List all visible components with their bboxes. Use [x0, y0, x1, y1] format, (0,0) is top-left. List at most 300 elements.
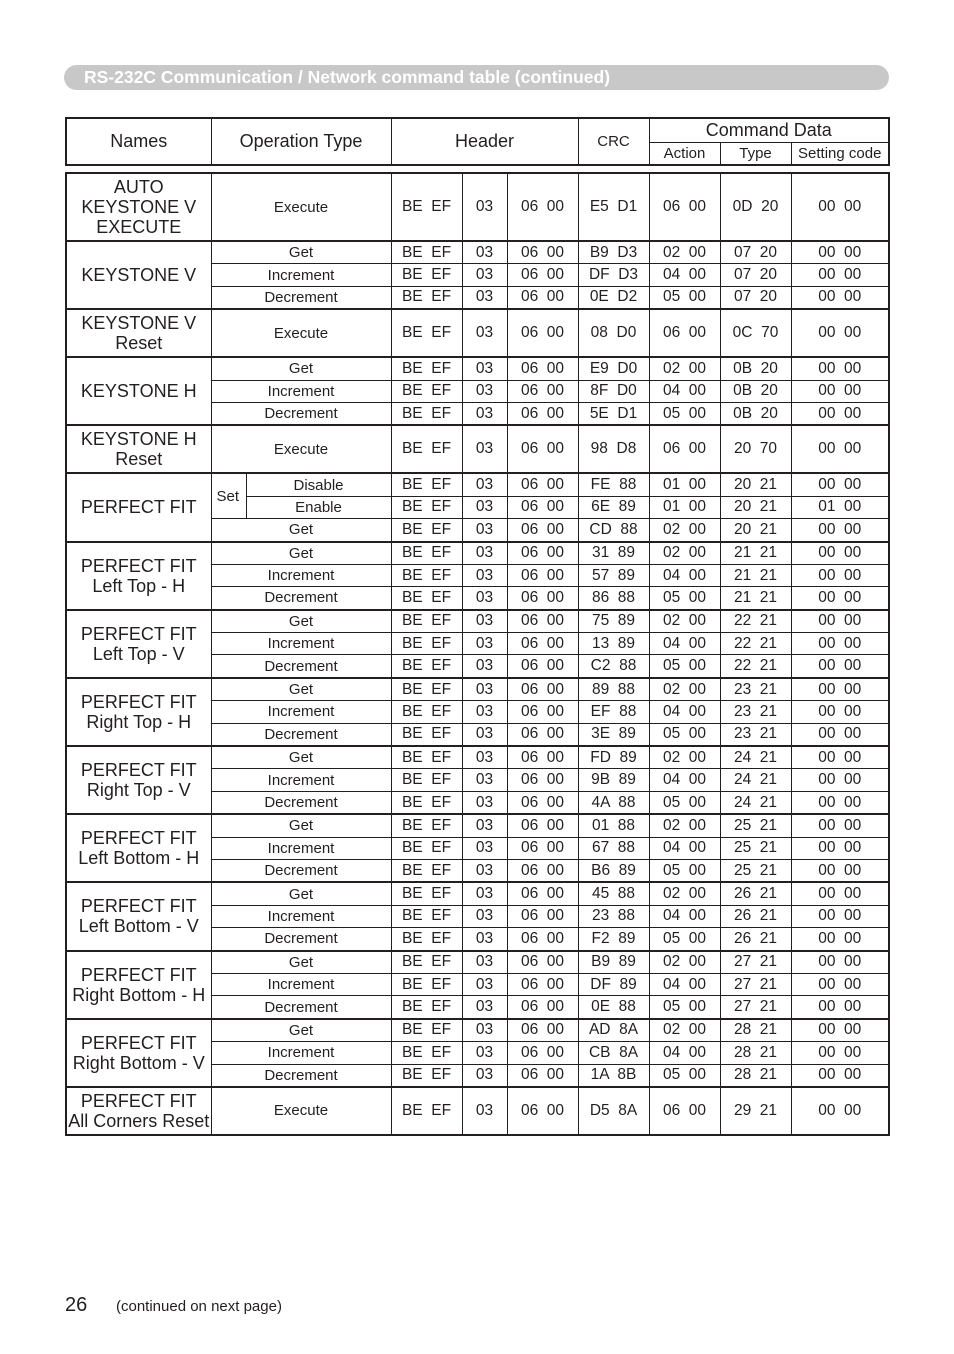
- action: 02 00: [649, 951, 720, 974]
- type: 22 21: [720, 610, 791, 633]
- operation-type: Get: [211, 519, 391, 542]
- operation-type: Get: [211, 951, 391, 974]
- action: 04 00: [649, 1042, 720, 1064]
- action: 04 00: [649, 264, 720, 286]
- table-row: [66, 357, 889, 380]
- setting-code: 00 00: [791, 542, 889, 565]
- command-name-line: Left Bottom - H: [78, 848, 200, 869]
- command-name: [66, 1019, 211, 1087]
- action: 02 00: [649, 882, 720, 905]
- command-name-line: PERFECT FIT: [80, 828, 197, 849]
- header-bytes: BE EF: [391, 1087, 462, 1135]
- type: 27 21: [720, 996, 791, 1019]
- table-row: [66, 425, 889, 473]
- table-row: [66, 951, 889, 974]
- setting-code: 00 00: [791, 587, 889, 610]
- type: 29 21: [720, 1087, 791, 1135]
- action: 04 00: [649, 633, 720, 655]
- header-bytes: BE EF: [391, 769, 462, 791]
- header-cmd: 06 00: [507, 814, 578, 837]
- command-name-line: PERFECT FIT: [80, 1032, 197, 1053]
- command-name: [66, 309, 211, 357]
- action: 05 00: [649, 286, 720, 309]
- header-cmd: 06 00: [507, 882, 578, 905]
- action: 05 00: [649, 655, 720, 678]
- col-crc: CRC: [578, 118, 649, 165]
- header-cmd: 06 00: [507, 678, 578, 701]
- setting-code: 00 00: [791, 973, 889, 995]
- header-size: 03: [462, 905, 507, 927]
- header-bytes: BE EF: [391, 837, 462, 859]
- header-cmd: 06 00: [507, 542, 578, 565]
- command-name-line: PERFECT FIT: [80, 497, 197, 518]
- setting-code: 00 00: [791, 633, 889, 655]
- header-cmd: 06 00: [507, 928, 578, 951]
- col-setting-code: Setting code: [791, 143, 889, 166]
- table-row: [66, 173, 889, 241]
- table-row: [66, 473, 889, 496]
- operation-type: Increment: [211, 769, 391, 791]
- header-size: 03: [462, 746, 507, 769]
- header-size: 03: [462, 496, 507, 518]
- header-bytes: BE EF: [391, 882, 462, 905]
- crc: 13 89: [578, 633, 649, 655]
- operation-type: Decrement: [211, 928, 391, 951]
- operation-type: Decrement: [211, 402, 391, 425]
- crc: 89 88: [578, 678, 649, 701]
- table-row: [66, 882, 889, 905]
- header-cmd: 06 00: [507, 519, 578, 542]
- crc: 0E D2: [578, 286, 649, 309]
- crc: EF 88: [578, 701, 649, 723]
- type: 0B 20: [720, 402, 791, 425]
- table-row: [66, 241, 889, 264]
- crc: FE 88: [578, 473, 649, 496]
- header-size: 03: [462, 1064, 507, 1087]
- table-header: [65, 117, 890, 166]
- command-name: [66, 814, 211, 882]
- command-name-line: PERFECT FIT: [80, 691, 197, 712]
- header-bytes: BE EF: [391, 814, 462, 837]
- command-name-line: KEYSTONE V: [81, 265, 197, 286]
- action: 06 00: [649, 1087, 720, 1135]
- header-size: 03: [462, 951, 507, 974]
- command-name-line: Right Top - H: [86, 711, 192, 732]
- header-size: 03: [462, 542, 507, 565]
- setting-code: 00 00: [791, 655, 889, 678]
- action: 04 00: [649, 973, 720, 995]
- type: 28 21: [720, 1064, 791, 1087]
- action: 04 00: [649, 905, 720, 927]
- setting-code: 00 00: [791, 425, 889, 473]
- setting-code: 00 00: [791, 286, 889, 309]
- header-size: 03: [462, 610, 507, 633]
- table-row: [66, 1019, 889, 1042]
- operation-type: Get: [211, 746, 391, 769]
- header-bytes: BE EF: [391, 241, 462, 264]
- crc: 57 89: [578, 564, 649, 586]
- header-bytes: BE EF: [391, 564, 462, 586]
- header-size: 03: [462, 633, 507, 655]
- command-name-line: EXECUTE: [96, 217, 182, 237]
- type: 07 20: [720, 241, 791, 264]
- header-bytes: BE EF: [391, 655, 462, 678]
- header-size: 03: [462, 357, 507, 380]
- header-size: 03: [462, 882, 507, 905]
- crc: E5 D1: [578, 173, 649, 241]
- col-header: Header: [391, 118, 578, 165]
- header-size: 03: [462, 678, 507, 701]
- crc: 08 D0: [578, 309, 649, 357]
- crc: B9 D3: [578, 241, 649, 264]
- action: 05 00: [649, 402, 720, 425]
- type: 0B 20: [720, 380, 791, 402]
- type: 21 21: [720, 564, 791, 586]
- action: 02 00: [649, 357, 720, 380]
- setting-code: 00 00: [791, 1087, 889, 1135]
- command-name: [66, 610, 211, 678]
- setting-code: 00 00: [791, 723, 889, 746]
- header-bytes: BE EF: [391, 380, 462, 402]
- type: 24 21: [720, 769, 791, 791]
- action: 02 00: [649, 678, 720, 701]
- setting-code: 00 00: [791, 769, 889, 791]
- type: 28 21: [720, 1042, 791, 1064]
- command-name-line: Right Bottom - V: [72, 1052, 205, 1073]
- header-bytes: BE EF: [391, 496, 462, 518]
- header-cmd: 06 00: [507, 973, 578, 995]
- crc: DF 89: [578, 973, 649, 995]
- header-cmd: 06 00: [507, 1064, 578, 1087]
- operation-type: Execute: [211, 1087, 391, 1135]
- operation-type: Increment: [211, 264, 391, 286]
- action: 05 00: [649, 791, 720, 814]
- operation-type: Increment: [211, 905, 391, 927]
- type: 24 21: [720, 746, 791, 769]
- action: 02 00: [649, 1019, 720, 1042]
- command-name: [66, 425, 211, 473]
- crc: 31 89: [578, 542, 649, 565]
- setting-code: 00 00: [791, 564, 889, 586]
- action: 04 00: [649, 380, 720, 402]
- header-cmd: 06 00: [507, 791, 578, 814]
- crc: 01 88: [578, 814, 649, 837]
- header-cmd: 06 00: [507, 496, 578, 518]
- header-size: 03: [462, 996, 507, 1019]
- header-size: 03: [462, 1019, 507, 1042]
- header-cmd: 06 00: [507, 1019, 578, 1042]
- setting-code: 00 00: [791, 1019, 889, 1042]
- action: 02 00: [649, 746, 720, 769]
- command-name-line: PERFECT FIT: [80, 964, 197, 985]
- header-bytes: BE EF: [391, 173, 462, 241]
- command-name-line: All Corners Reset: [68, 1110, 210, 1131]
- crc: 9B 89: [578, 769, 649, 791]
- type: 26 21: [720, 882, 791, 905]
- crc: C2 88: [578, 655, 649, 678]
- header-cmd: 06 00: [507, 402, 578, 425]
- table-row: [66, 610, 889, 633]
- header-bytes: BE EF: [391, 791, 462, 814]
- crc: E9 D0: [578, 357, 649, 380]
- type: 25 21: [720, 814, 791, 837]
- action: 05 00: [649, 928, 720, 951]
- continued-note: (continued on next page): [116, 1298, 282, 1315]
- header-bytes: BE EF: [391, 859, 462, 882]
- operation-type: Get: [211, 610, 391, 633]
- operation-type: Get: [211, 241, 391, 264]
- command-name-line: Reset: [115, 449, 163, 470]
- operation-type: Get: [211, 678, 391, 701]
- action: 06 00: [649, 173, 720, 241]
- header-cmd: 06 00: [507, 951, 578, 974]
- action: 04 00: [649, 769, 720, 791]
- setting-code: 00 00: [791, 837, 889, 859]
- type: 0D 20: [720, 173, 791, 241]
- header-size: 03: [462, 701, 507, 723]
- operation-type: Increment: [211, 837, 391, 859]
- table-row: [66, 678, 889, 701]
- action: 06 00: [649, 309, 720, 357]
- operation-type: Get: [211, 882, 391, 905]
- operation-type: Decrement: [211, 587, 391, 610]
- type: 27 21: [720, 951, 791, 974]
- header-cmd: 06 00: [507, 1042, 578, 1064]
- action: 02 00: [649, 610, 720, 633]
- type: 25 21: [720, 859, 791, 882]
- action: 02 00: [649, 542, 720, 565]
- setting-code: 00 00: [791, 678, 889, 701]
- crc: D5 8A: [578, 1087, 649, 1135]
- setting-code: 00 00: [791, 814, 889, 837]
- command-name-line: Left Top - V: [92, 643, 185, 664]
- type: 20 21: [720, 519, 791, 542]
- crc: CD 88: [578, 519, 649, 542]
- header-size: 03: [462, 928, 507, 951]
- command-name: [66, 678, 211, 746]
- header-bytes: BE EF: [391, 1019, 462, 1042]
- header-bytes: BE EF: [391, 587, 462, 610]
- header-size: 03: [462, 723, 507, 746]
- setting-code: 00 00: [791, 357, 889, 380]
- header-cmd: 06 00: [507, 173, 578, 241]
- col-type: Type: [720, 143, 791, 166]
- setting-code: 00 00: [791, 859, 889, 882]
- operation-type: Increment: [211, 564, 391, 586]
- command-name-line: PERFECT FIT: [80, 1090, 197, 1111]
- header-cmd: 06 00: [507, 769, 578, 791]
- operation-type: Get: [211, 1019, 391, 1042]
- operation-type: Decrement: [211, 286, 391, 309]
- header-cmd: 06 00: [507, 357, 578, 380]
- type: 23 21: [720, 678, 791, 701]
- section-title: RS-232C Communication / Network command table (continued): [84, 67, 611, 87]
- operation-type: Increment: [211, 633, 391, 655]
- setting-code: 00 00: [791, 519, 889, 542]
- setting-code: 00 00: [791, 380, 889, 402]
- type: 21 21: [720, 542, 791, 565]
- action: 05 00: [649, 859, 720, 882]
- crc: 6E 89: [578, 496, 649, 518]
- setting-code: 00 00: [791, 905, 889, 927]
- type: 0C 70: [720, 309, 791, 357]
- operation-type: Decrement: [211, 1064, 391, 1087]
- type: 23 21: [720, 701, 791, 723]
- header-bytes: BE EF: [391, 610, 462, 633]
- setting-code: 00 00: [791, 1042, 889, 1064]
- header-cmd: 06 00: [507, 564, 578, 586]
- command-name: [66, 173, 211, 241]
- crc: DF D3: [578, 264, 649, 286]
- action: 05 00: [649, 996, 720, 1019]
- action: 02 00: [649, 814, 720, 837]
- crc: 5E D1: [578, 402, 649, 425]
- header-size: 03: [462, 859, 507, 882]
- header-bytes: BE EF: [391, 746, 462, 769]
- operation-type: Get: [211, 357, 391, 380]
- command-name: [66, 241, 211, 309]
- command-name: [66, 473, 211, 541]
- type: 22 21: [720, 655, 791, 678]
- type: 25 21: [720, 837, 791, 859]
- header-cmd: 06 00: [507, 996, 578, 1019]
- header-cmd: 06 00: [507, 859, 578, 882]
- crc: 3E 89: [578, 723, 649, 746]
- crc: 86 88: [578, 587, 649, 610]
- setting-code: 00 00: [791, 791, 889, 814]
- header-cmd: 06 00: [507, 1087, 578, 1135]
- header-bytes: BE EF: [391, 473, 462, 496]
- command-name-line: PERFECT FIT: [80, 623, 197, 644]
- crc: AD 8A: [578, 1019, 649, 1042]
- header-cmd: 06 00: [507, 905, 578, 927]
- section-title-bar: [64, 65, 889, 90]
- action: 05 00: [649, 1064, 720, 1087]
- header-size: 03: [462, 973, 507, 995]
- command-name: [66, 542, 211, 610]
- header-bytes: BE EF: [391, 542, 462, 565]
- col-action: Action: [649, 143, 720, 166]
- type: 28 21: [720, 1019, 791, 1042]
- action: 06 00: [649, 425, 720, 473]
- header-cmd: 06 00: [507, 723, 578, 746]
- header-size: 03: [462, 814, 507, 837]
- type: 23 21: [720, 723, 791, 746]
- action: 01 00: [649, 496, 720, 518]
- crc: 23 88: [578, 905, 649, 927]
- command-name-line: PERFECT FIT: [80, 555, 197, 576]
- type: 26 21: [720, 928, 791, 951]
- col-names: Names: [66, 118, 211, 165]
- header-bytes: BE EF: [391, 425, 462, 473]
- header-bytes: BE EF: [391, 678, 462, 701]
- type: 20 21: [720, 496, 791, 518]
- header-cmd: 06 00: [507, 587, 578, 610]
- operation-type: Get: [211, 542, 391, 565]
- table-row: [66, 309, 889, 357]
- header-bytes: BE EF: [391, 951, 462, 974]
- col-operation-type: Operation Type: [211, 118, 391, 165]
- col-command-data: Command Data: [649, 118, 889, 143]
- crc: 98 D8: [578, 425, 649, 473]
- crc: 75 89: [578, 610, 649, 633]
- command-table: [65, 172, 890, 1136]
- header-cmd: 06 00: [507, 264, 578, 286]
- command-name-line: Left Bottom - V: [78, 916, 199, 937]
- setting-code: 00 00: [791, 701, 889, 723]
- type: 20 21: [720, 473, 791, 496]
- type: 20 70: [720, 425, 791, 473]
- operation-type: Increment: [211, 380, 391, 402]
- setting-code: 00 00: [791, 746, 889, 769]
- command-name: [66, 746, 211, 814]
- command-name-line: Right Bottom - H: [72, 984, 206, 1005]
- header-bytes: BE EF: [391, 996, 462, 1019]
- crc: 67 88: [578, 837, 649, 859]
- header-cmd: 06 00: [507, 610, 578, 633]
- set-label: Set: [211, 473, 246, 518]
- header-size: 03: [462, 380, 507, 402]
- operation-type: Decrement: [211, 655, 391, 678]
- action: 04 00: [649, 837, 720, 859]
- type: 21 21: [720, 587, 791, 610]
- action: 02 00: [649, 241, 720, 264]
- command-name-line: PERFECT FIT: [80, 760, 197, 781]
- action: 05 00: [649, 723, 720, 746]
- header-size: 03: [462, 1042, 507, 1064]
- header-cmd: 06 00: [507, 425, 578, 473]
- header-size: 03: [462, 564, 507, 586]
- header-cmd: 06 00: [507, 701, 578, 723]
- action: 05 00: [649, 587, 720, 610]
- header-cmd: 06 00: [507, 286, 578, 309]
- crc: 0E 88: [578, 996, 649, 1019]
- header-size: 03: [462, 655, 507, 678]
- crc: CB 8A: [578, 1042, 649, 1064]
- crc: 4A 88: [578, 791, 649, 814]
- header-cmd: 06 00: [507, 746, 578, 769]
- header-bytes: BE EF: [391, 905, 462, 927]
- header-size: 03: [462, 173, 507, 241]
- header-cmd: 06 00: [507, 655, 578, 678]
- table-row: [66, 1087, 889, 1135]
- command-name-line: PERFECT FIT: [80, 896, 197, 917]
- crc: F2 89: [578, 928, 649, 951]
- operation-type: Execute: [211, 173, 391, 241]
- crc: 45 88: [578, 882, 649, 905]
- command-name-line: KEYSTONE V: [81, 197, 197, 217]
- command-name-line: AUTO: [113, 177, 164, 197]
- setting-code: 00 00: [791, 951, 889, 974]
- crc: FD 89: [578, 746, 649, 769]
- operation-type: Increment: [211, 1042, 391, 1064]
- action: 01 00: [649, 473, 720, 496]
- header-size: 03: [462, 837, 507, 859]
- header-bytes: BE EF: [391, 519, 462, 542]
- command-name-line: KEYSTONE H: [80, 429, 197, 450]
- header-cmd: 06 00: [507, 309, 578, 357]
- setting-code: 00 00: [791, 882, 889, 905]
- header-bytes: BE EF: [391, 928, 462, 951]
- header-cmd: 06 00: [507, 241, 578, 264]
- header-size: 03: [462, 473, 507, 496]
- type: 24 21: [720, 791, 791, 814]
- operation-type: Increment: [211, 701, 391, 723]
- crc: B6 89: [578, 859, 649, 882]
- type: 07 20: [720, 286, 791, 309]
- header-bytes: BE EF: [391, 309, 462, 357]
- command-name: [66, 1087, 211, 1135]
